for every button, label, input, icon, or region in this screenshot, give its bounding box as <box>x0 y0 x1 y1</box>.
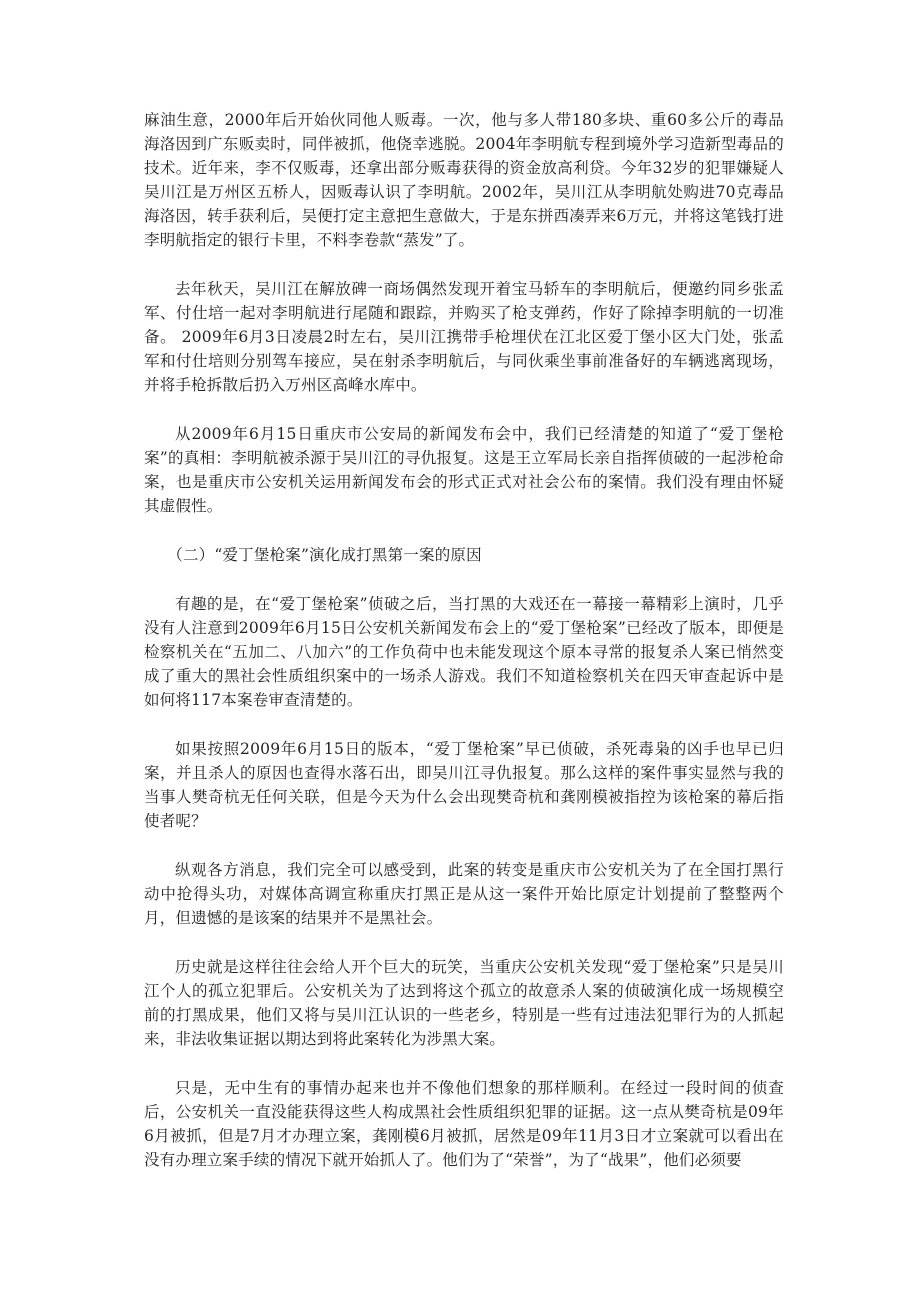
document-page <box>144 108 784 1197</box>
paragraph-version-change: 有趣的是，在“爱丁堡枪案”侦破之后，当打黑的大戏还在一幕接一幕精彩上演时，几乎没有人注意到2009年6月15日公安机关新闻发布会上的“爱丁堡枪案”已经改了版本，即便是检察机关在“五加二、八加六”的工作负荷中也未能发现这个原本寻常的报复杀人案已悄然变成了重大的黑社会性质组织案中的一场杀人游戏。我们不知道检察机关在四天审查起诉中是如何将117本案卷审查清楚的。 <box>144 595 784 709</box>
paragraph-investigation-timeline: 只是，无中生有的事情办起来也并不像他们想象的那样顺利。在经过一段时间的侦查后，公安机关一直没能获得这些人构成黑社会性质组织犯罪的证据。这一点从樊奇杭是09年6月被抓，但是7月才办理立案，龚刚模6月被抓，居然是09年11月3日才立案就可以看出在没有办理立案手续的情况下就开始抓人了。他们为了“荣誉”，为了“战果”，他们必须要 <box>144 1079 784 1169</box>
paragraph-motive-analysis: 纵观各方消息，我们完全可以感受到，此案的转变是重庆市公安机关为了在全国打黑行动中抢得头功，对媒体高调宣称重庆打黑正是从这一案件开始比原定计划提前了整整两个月，但遗憾的是该案的结果并不是黑社会。 <box>144 861 784 927</box>
paragraph-drug-trade-background: 麻油生意，2000年后开始伙同他人贩毒。一次，他与多人带180多块、重60多公斤的毒品海洛因到广东贩卖时，同伴被抓，他侥幸逃脱。2004年李明航专程到境外学习造新型毒品的技术。近年来，李不仅贩毒，还拿出部分贩毒获得的资金放高利贷。今年32岁的犯罪嫌疑人吴川江是万州区五桥人，因贩毒认识了李明航。2002年，吴川江从李明航处购进70克毒品海洛因，转手获利后，吴便打定主意把生意做大，于是东拼西凑弄来6万元，并将这笔钱打进李明航指定的银行卡里，不料李卷款“蒸发”了。 <box>144 111 784 249</box>
paragraph-original-version: 如果按照2009年6月15日的版本，“爱丁堡枪案”早已侦破，杀死毒枭的凶手也早已归案，并且杀人的原因也查得水落石出，即吴川江寻仇报复。那么这样的案件事实显然与我的当事人樊奇杭无任何关联，但是今天为什么会出现樊奇杭和龚刚模被指控为该枪案的幕后指使者呢？ <box>144 740 784 830</box>
paragraph-press-conference: 从2009年6月15日重庆市公安局的新闻发布会中，我们已经清楚的知道了“爱丁堡枪案”的真相：李明航被杀源于吴川江的寻仇报复。这是王立军局长亲自指挥侦破的一起涉枪命案，也是重庆市公安机关运用新闻发布会的形式正式对社会公布的案情。我们没有理由怀疑其虚假性。 <box>144 425 784 515</box>
paragraph-historical-joke: 历史就是这样往往会给人开个巨大的玩笑，当重庆公安机关发现“爱丁堡枪案”只是吴川江个人的孤立犯罪后。公安机关为了达到将这个孤立的故意杀人案的侦破演化成一场规模空前的打黑成果，他们又将与吴川江认识的一些老乡，特别是一些有过违法犯罪行为的人抓起来，非法收集证据以期达到将此案转化为涉黑大案。 <box>144 958 784 1048</box>
section-heading: （二）“爱丁堡枪案”演化成打黑第一案的原因 <box>167 546 482 564</box>
paragraph-ambush-plan: 去年秋天，吴川江在解放碑一商场偶然发现开着宝马轿车的李明航后，便邀约同乡张孟军、付仕培一起对李明航进行尾随和跟踪，并购买了枪支弹药，作好了除掉李明航的一切准备。 2009年6月3日凌晨2时左右，吴川江携带手枪埋伏在江北区爱丁堡小区大门处，张孟军和付仕培则分别驾车接应，吴在射杀李明航后，与同伙乘坐事前准备好的车辆逃离现场，并将手枪拆散后扔入万州区高峰水库中。 <box>144 280 784 394</box>
